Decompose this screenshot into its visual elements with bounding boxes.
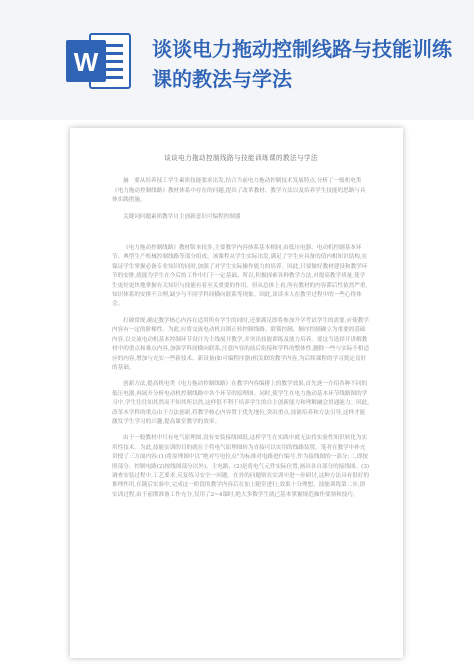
paragraph: 《电力拖动控制线路》教材版本较多,主要教学内容体系基本相同,由低压电器、电动机控制基本环节、典型生产机械控制线路等部分组成。该课程从学生实际出发,满足了学生应具备的值内相知识结构,在保证学生掌握必备专业知识的同时,加强了对学生实际操作能力的培养。因此,只要做好教材建设和教学环节的安排,就能为学生在今后的工作中打下一定基础。所以,积极探索各种教学方法,对提高教学质量,使学生更好更快地掌握有关知识与技能有着至关重要的作用。但从总体上看,所有教材的内容滞后性依然严重,知识体系的安排不合理,缺少与不同学科间横向联系等现象。因此,谈谈本人在教学过程中的一些心得体会。: [112, 245, 368, 308]
abstract: 摘 要从培养技工学生素质技能要求出发,结合当前电力拖动控制技术发展特点,分析了一般机电类《电力拖动控制线路》教材体系中存在的问题,提出了改革教材、教学方法以及培养学生技能的思路与具体实践措施。: [112, 178, 366, 204]
document-header: [0, 0, 474, 120]
document-title: 谈谈电力拖动控制线路与技能训练课的教法与学法: [164, 154, 318, 162]
paragraph: 创新方法,提高机电类《电力拖动控制线路》在教学内容编排上的教学效果,首先逐一介绍各种不同的低压电器,再展开分析电动机控制线路中各个环节的原理图。同时,使学生在电力拖动基本环节线路图的学习中,学生往往知其然而不知其所以然,这样很不利于培养学生的自主创新能力和理解融会贯通能力。因此,改革本学科的重点由于方法创新,将教学核心内容置于优先地位,突出重点,技能培养和方法引导,这样才能激发学生学习的兴趣,提高课堂教学的效率。: [112, 381, 370, 425]
document-page: [70, 128, 403, 658]
keywords: 关键词问题素质教学自主创新意识可编程控制器: [123, 213, 241, 220]
paragraph: 由于一般教材中只有电气原理图,没有安装接线图纸,这样学生在实践中就无法将实验性知识转化为实用性技术。为此,技能实训的目的就在于将电气原理图转为直接可以实用的线路装置。笔者在教学中补充讲授了三方面内容:(1)将原理图中以“绝对写电位点”为标准对电路进行编号,作为接线图的一部分;二,即按照部分、控制电路(2)按线图部分以外)、主电路、(2)是将电气元件实际位置,画出各自部分的接线图。(3)调查安装过程中,工艺要求,反复练习安全一问题。在外的问题则在实训中进一步研讨,这种方法具有很好的推理作用,在随后实验中,完成这一阶段的教学内容后在加上随堂进行,效果十分理想。技能训练第二步,即实训过程,由于前期准备工作充分,仅用了2~4课时,绝大多数学生就已基本掌握规范操作要领和技巧。: [112, 435, 370, 498]
page-title: 谈谈电力拖动控制线路与技能训练课的教法与学法: [152, 37, 452, 91]
word-icon-letter: W: [73, 47, 99, 77]
paragraph: 打破常规,确定教学核心内容在适用所有学生的同时,还要满足即将参加升学考试学生的需要,应使教学内容有一定的阶梯性。为此,应将交流电动机自锁正转控制线路、联锁控制、顺序控制确立为重要的基础内容,以交流电动机基本控制环节设计为主线展开教学,并突出技能训练及能力培养。要这当选择开讲解教材中的重点和难点内容,加强学科间横向联系,注意内容的前后衔接和学科的整体性,删除一些与实际不相适应的内容,增加与充实一些新技术、新设备(如可编程序器)相关联的教学内容,为后续课程的学习奠定良好的基础。: [112, 317, 370, 371]
document-body: [112, 154, 370, 507]
word-icon: [64, 30, 134, 92]
